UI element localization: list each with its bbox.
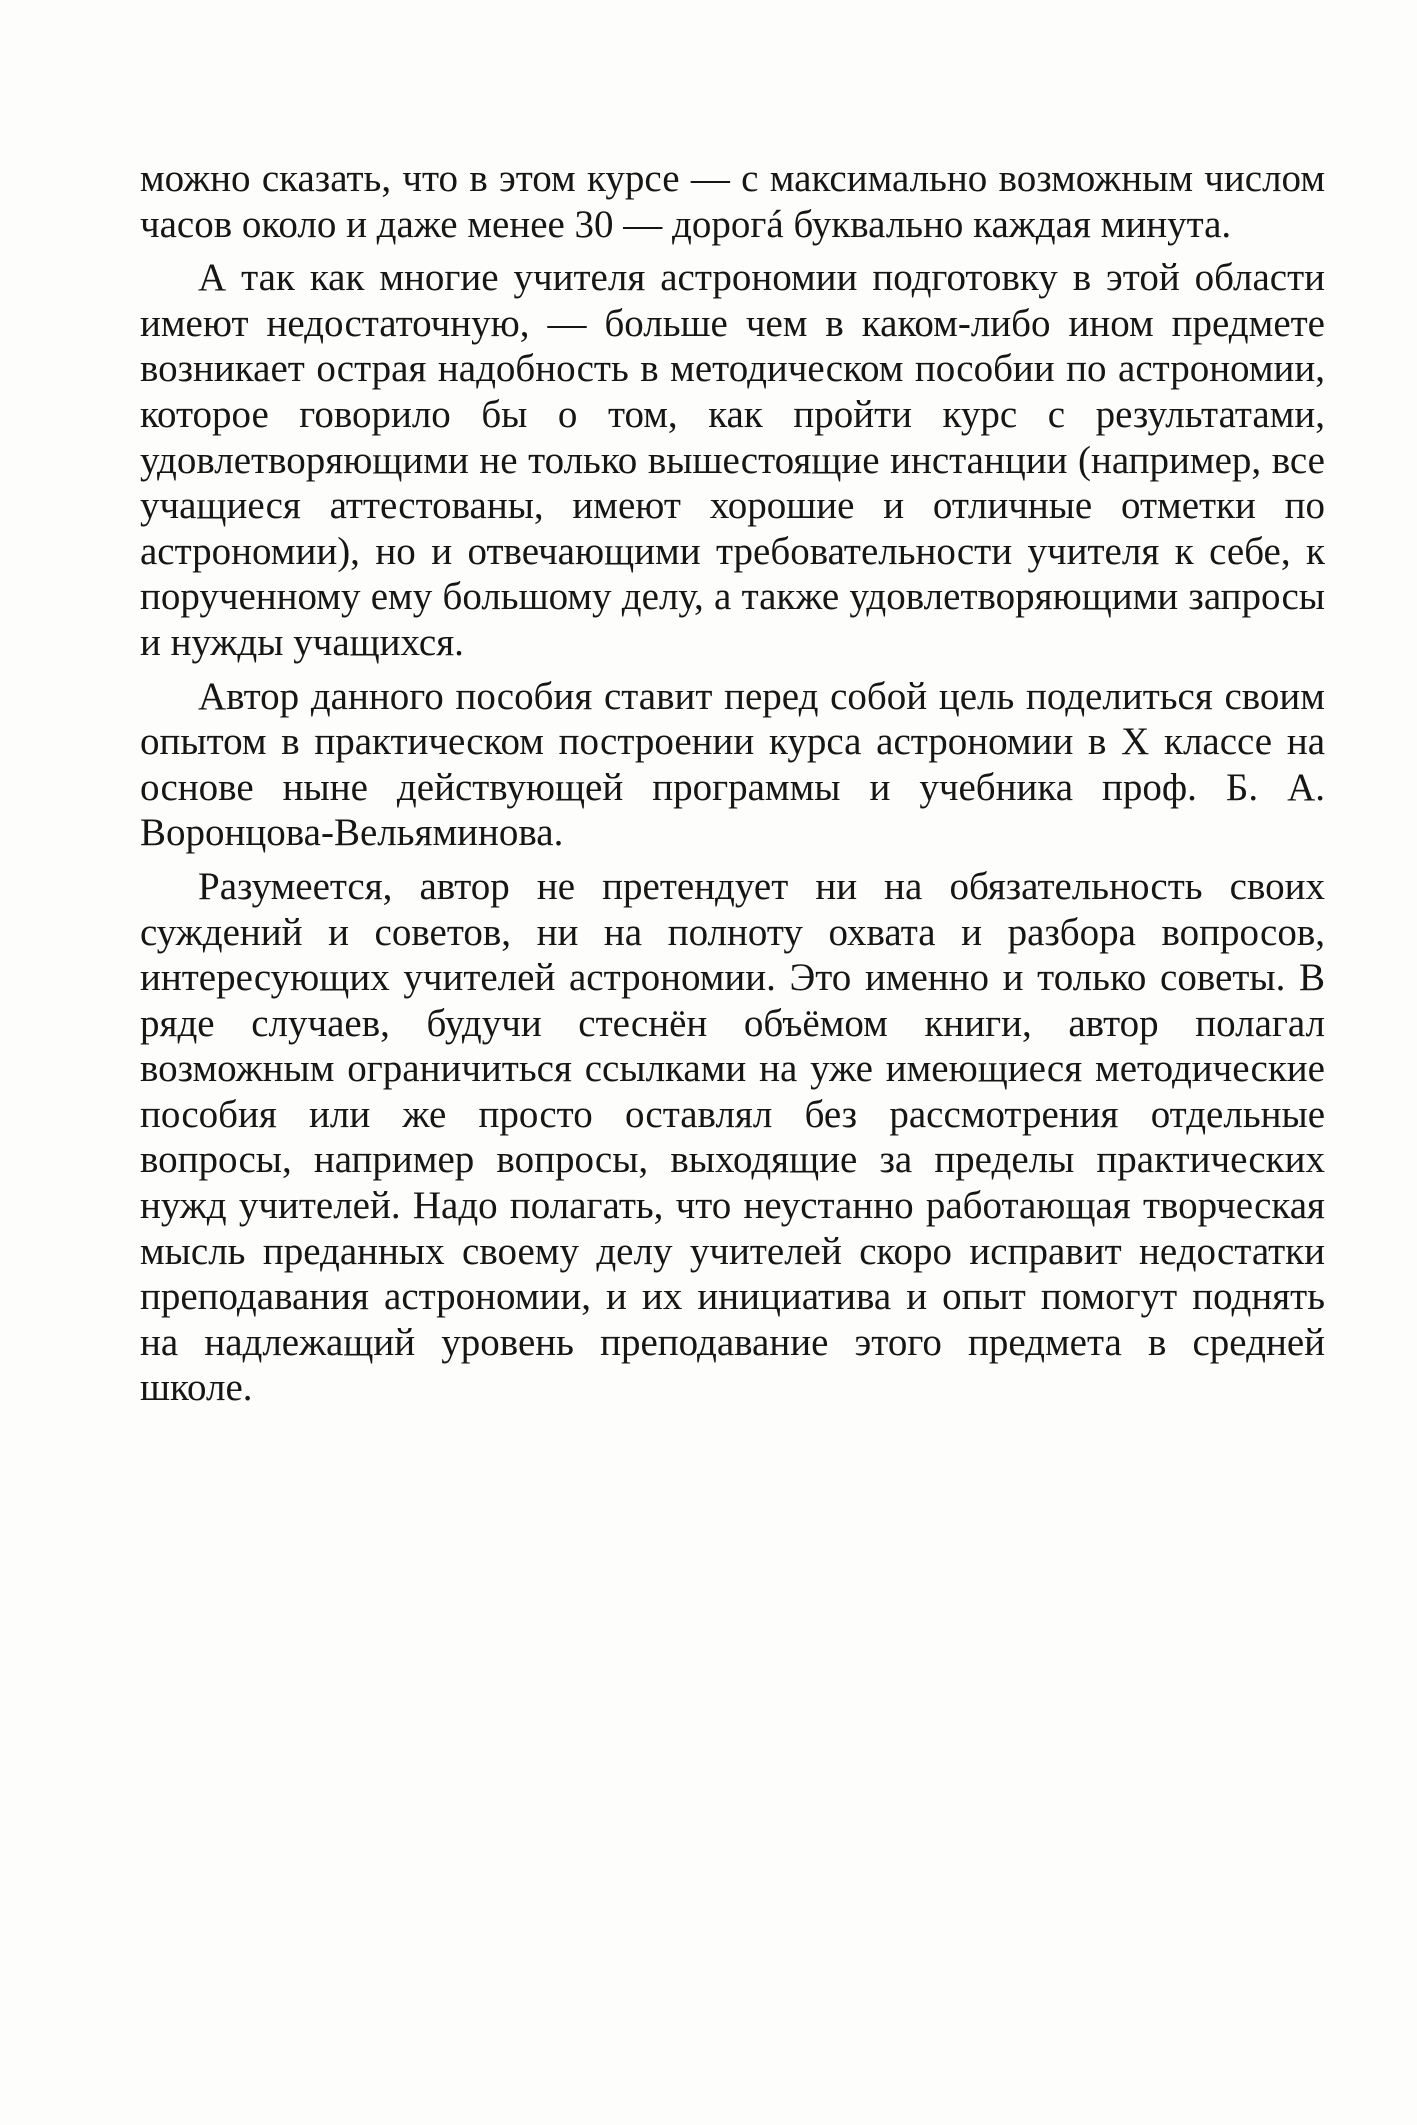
paragraph-author-goal: Автор данного пособия ставит перед собой цель поделиться своим опытом в практическом построении курса астрономии в X классе на основе ныне действующей программы и учебника проф. Б. А. Воронцова-Вельяминова. bbox=[140, 674, 1325, 855]
paragraph-teacher-preparation: А так как многие учителя астрономии подготовку в этой области имеют недостаточную, — больше чем в каком-либо ином предмете возникает острая надобность в методическом пособии по астрономии, которое говорило бы о том, как пройти курс с результатами, удовлетворяющими не только вышестоящие инстанции (например, все учащиеся аттестованы, имеют хорошие и отличные отметки по астрономии), но и отвечающими требовательности учителя к себе, к порученному ему большому делу, а также удовлетворяющими запросы и нужды учащихся. bbox=[140, 256, 1325, 664]
paragraph-author-disclaimer: Разумеется, автор не претендует ни на обязательность своих суждений и советов, ни на полноту охвата и разбора вопросов, интересующих учителей астрономии. Это именно и только советы. В ряде случаев, будучи стеснён объёмом книги, автор полагал возможным ограничиться ссылками на уже имеющиеся методические пособия или же просто оставлял без рассмотрения отдельные вопросы, например вопросы, выходящие за пределы практических нужд учителей. Надо полагать, что неустанно работающая творческая мысль преданных своему делу учителей скоро исправит недостатки преподавания астрономии, и их инициатива и опыт помогут поднять на надлежащий уровень преподавание этого предмета в средней школе. bbox=[140, 864, 1325, 1410]
body-text bbox=[140, 156, 1325, 1411]
paragraph-continuation: можно сказать, что в этом курсе — с максимально возможным числом часов около и даже менее 30 — дорогá буквально каждая минута. bbox=[140, 157, 1325, 246]
